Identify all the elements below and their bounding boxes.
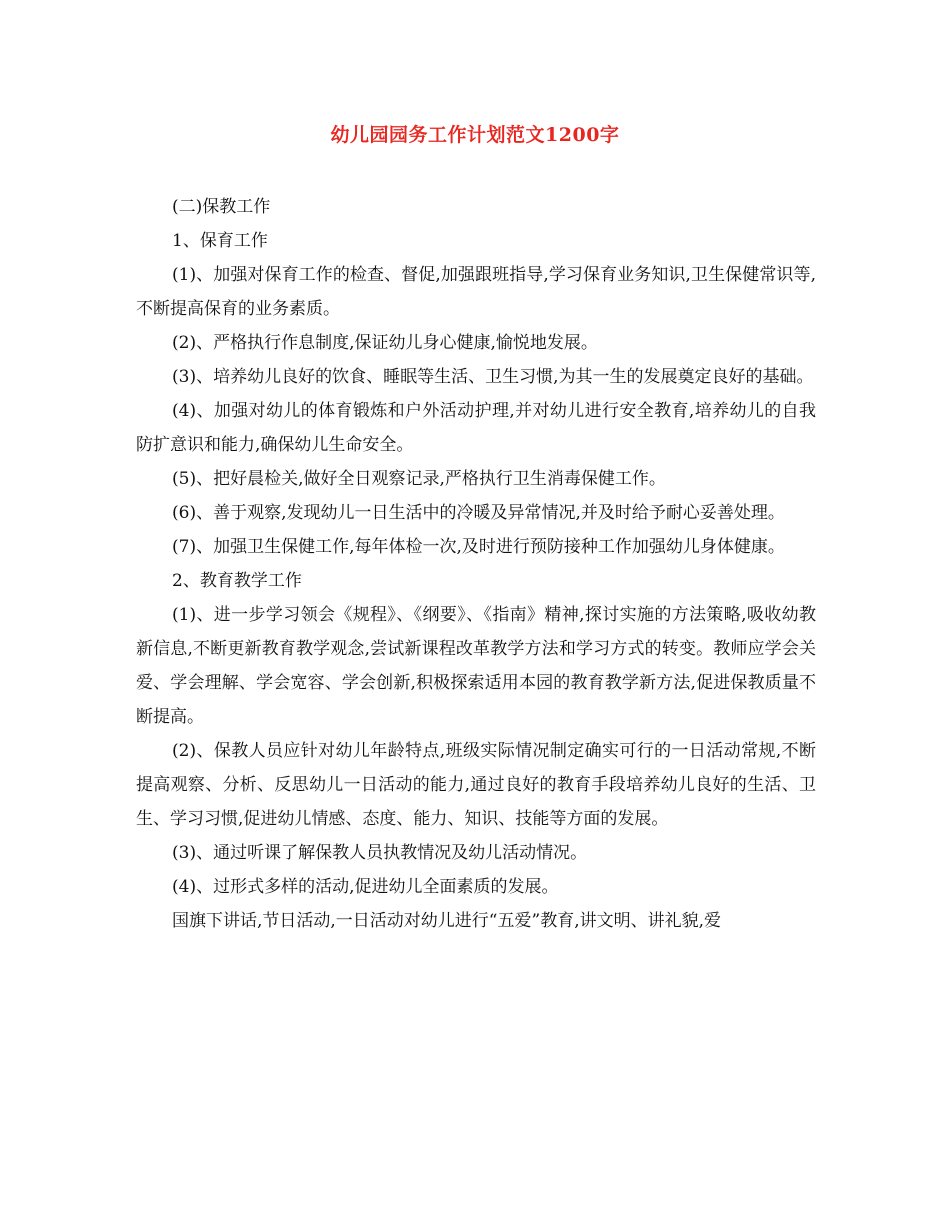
paragraph: (3)、培养幼儿良好的饮食、睡眠等生活、卫生习惯,为其一生的发展奠定良好的基础。 — [172, 367, 814, 387]
paragraph: (7)、加强卫生保健工作,每年体检一次,及时进行预防接种工作加强幼儿身体健康。 — [172, 537, 785, 557]
subsection-heading: 1、保育工作 — [172, 231, 268, 251]
subsection-heading: 2、教育教学工作 — [172, 571, 302, 591]
paragraph: (1)、加强对保育工作的检查、督促,加强跟班指导,学习保育业务知识,卫生保健常识等,不断提高保育的业务素质。 — [136, 265, 816, 319]
paragraph: (6)、善于观察,发现幼儿一日生活中的冷暖及异常情况,并及时给予耐心妥善处理。 — [172, 503, 785, 523]
document-body — [136, 190, 816, 938]
document-title: 幼儿园园务工作计划范文1200字 — [330, 124, 620, 146]
paragraph: (3)、通过听课了解保教人员执教情况及幼儿活动情况。 — [172, 843, 588, 863]
section-heading: (二)保教工作 — [172, 197, 271, 217]
paragraph: (1)、进一步学习领会《规程》、《纲要》、《指南》精神,探讨实施的方法策略,吸收幼教新信息,不断更新教育教学观念,尝试新课程改革教学方法和学习方式的转变。教师应学会关爱、学会理解、学会宽容、学会创新,积极探索适用本园的教育教学新方法,促进保教质量不断提高。 — [136, 605, 816, 727]
paragraph: 国旗下讲话,节日活动,一日活动对幼儿进行“五爱”教育,讲文明、讲礼貌,爱 — [172, 911, 721, 931]
paragraph: (2)、保教人员应针对幼儿年龄特点,班级实际情况制定确实可行的一日活动常规,不断提高观察、分析、反思幼儿一日活动的能力,通过良好的教育手段培养幼儿良好的生活、卫生、学习习惯,促进幼儿情感、态度、能力、知识、技能等方面的发展。 — [136, 741, 816, 829]
paragraph: (5)、把好晨检关,做好全日观察记录,严格执行卫生消毒保健工作。 — [172, 469, 666, 489]
paragraph: (2)、严格执行作息制度,保证幼儿身心健康,愉悦地发展。 — [172, 333, 598, 353]
paragraph: (4)、加强对幼儿的体育锻炼和户外活动护理,并对幼儿进行安全教育,培养幼儿的自我防扩意识和能力,确保幼儿生命安全。 — [136, 401, 816, 455]
paragraph: (4)、过形式多样的活动,促进幼儿全面素质的发展。 — [172, 877, 559, 897]
